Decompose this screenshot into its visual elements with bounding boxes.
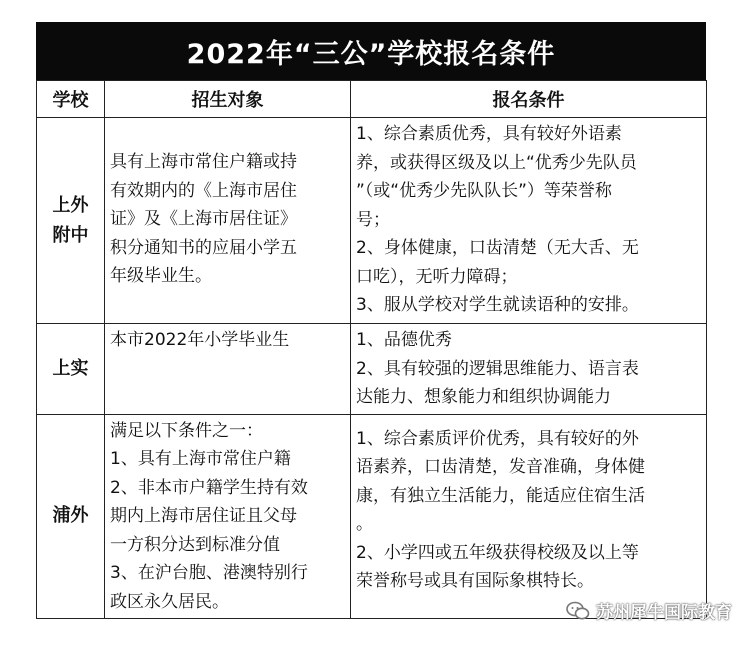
condition-line: 康，有独立生活能力，能适应住宿生活 xyxy=(356,485,645,506)
condition-line: 口吃），无听力障碍； xyxy=(356,266,518,287)
condition-line: 2、小学四或五年级获得校级及以上等 xyxy=(356,542,639,563)
condition-line: ”（或“优秀少先队队长”）等荣誉称 xyxy=(356,181,612,201)
header-conditions: 报名条件 xyxy=(351,81,707,118)
condition-line: 。 xyxy=(356,514,373,534)
school-cell xyxy=(37,324,105,415)
school-name-line: 上外 xyxy=(52,194,89,216)
target-line: 2、非本市户籍学生持有效 xyxy=(110,477,308,498)
target-cell xyxy=(105,324,351,415)
condition-line: 号； xyxy=(356,209,390,230)
condition-line: 2、身体健康，口齿清楚（无大舌、无 xyxy=(356,238,639,258)
table-row xyxy=(37,118,707,324)
condition-line: 达能力、想象能力和组织协调能力 xyxy=(356,387,611,407)
condition-line: 1、品德优秀 xyxy=(356,330,452,350)
target-line: 政区永久居民。 xyxy=(110,591,229,612)
target-line: 年级毕业生。 xyxy=(110,266,212,286)
conditions-cell xyxy=(351,324,707,415)
conditions-cell xyxy=(351,118,707,324)
wechat-icon xyxy=(566,601,590,621)
school-name-line: 浦外 xyxy=(52,505,89,527)
condition-line: 1、综合素质优秀，具有较好外语素 xyxy=(356,124,622,144)
condition-line: 1、综合素质评价优秀，具有较好的外 xyxy=(356,428,639,449)
school-cell xyxy=(37,118,105,324)
target-line: 3、在沪台胞、港澳特别行 xyxy=(110,563,308,583)
watermark-text: 苏州犀牛国际教育 xyxy=(596,603,732,623)
target-line: 一方积分达到标准分值 xyxy=(110,534,280,555)
header-target: 招生对象 xyxy=(105,81,351,118)
target-line: 1、具有上海市常住户籍 xyxy=(110,449,291,469)
watermark xyxy=(566,598,732,623)
school-name-line: 上实 xyxy=(52,357,89,379)
target-cell xyxy=(105,414,351,619)
target-line: 具有上海市常住户籍或持 xyxy=(110,152,297,172)
target-line: 本市2022年小学毕业生 xyxy=(110,330,290,350)
header-row xyxy=(37,81,707,118)
condition-line: 语素养，口齿清楚，发音准确，身体健 xyxy=(356,457,645,477)
condition-line: 荣誉称号或具有国际象棋特长。 xyxy=(356,571,594,591)
school-cell xyxy=(37,414,105,619)
target-cell xyxy=(105,118,351,324)
target-line: 满足以下条件之一： xyxy=(110,420,263,441)
target-line: 有效期内的《上海市居住 xyxy=(110,180,297,201)
school-name-line: 附中 xyxy=(52,224,89,246)
condition-line: 2、具有较强的逻辑思维能力、语言表 xyxy=(356,358,639,379)
header-school: 学校 xyxy=(37,81,105,118)
condition-line: 3、服从学校对学生就读语种的安排。 xyxy=(356,295,639,315)
conditions-table xyxy=(36,80,707,619)
target-line: 积分通知书的应届小学五 xyxy=(110,237,297,258)
conditions-cell xyxy=(351,414,707,619)
table-row xyxy=(37,414,707,619)
table-row xyxy=(37,324,707,415)
enrollment-table xyxy=(36,22,706,619)
target-line: 证》及《上海市居住证》 xyxy=(110,209,297,229)
condition-line: 养，或获得区级及以上“优秀少先队员 xyxy=(356,152,637,173)
table-title: 2022年“三公”学校报名条件 xyxy=(36,22,706,80)
target-line: 期内上海市居住证且父母 xyxy=(110,506,297,526)
